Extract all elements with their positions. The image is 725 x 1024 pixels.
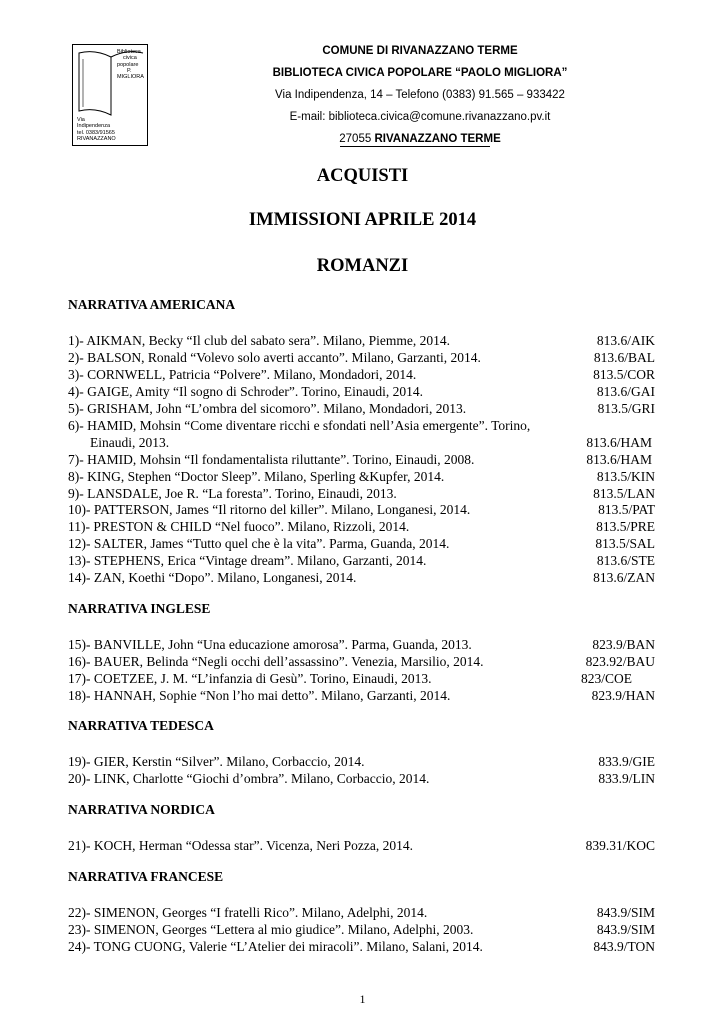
call-number: 813.6/AIK [596, 333, 655, 348]
section-narrativa-francese: NARRATIVA FRANCESE [68, 869, 224, 884]
call-number: 833.9/GIE [598, 754, 655, 769]
library-email: E-mail: biblioteca.civica@comune.rivanazzano.pv.it [289, 111, 551, 123]
page-number: 1 [359, 992, 366, 1006]
section-narrativa-inglese: NARRATIVA INGLESE [68, 601, 211, 616]
library-logo [72, 44, 148, 146]
page-subtitle: IMMISSIONI APRILE 2014 [248, 210, 477, 230]
call-number: 813.5/SAL [595, 536, 655, 551]
call-number: 823.9/HAN [591, 688, 655, 703]
letterhead-divider [340, 146, 490, 147]
call-number: 843.9/TON [593, 939, 655, 954]
call-number: 813.5/PRE [596, 519, 655, 534]
logo-text-top: Biblioteca civica popolare P. MIGLIORA [117, 49, 144, 81]
section-narrativa-americana: NARRATIVA AMERICANA [68, 297, 236, 312]
call-number: 813.6/HAM [586, 452, 652, 467]
call-number: 813.6/HAM [586, 435, 652, 450]
letterhead [240, 40, 600, 150]
call-number: 839.31/KOC [585, 838, 655, 853]
section-narrativa-nordica: NARRATIVA NORDICA [68, 802, 215, 817]
section-narrativa-tedesca: NARRATIVA TEDESCA [68, 718, 214, 733]
call-number: 813.6/STE [596, 553, 655, 568]
call-number: 813.6/BAL [593, 350, 655, 365]
call-number: 823/COE [580, 671, 632, 686]
call-number: 813.5/COR [593, 367, 655, 382]
call-number: 823.9/BAN [592, 637, 655, 652]
library-city: 27055 RIVANAZZANO TERME [339, 133, 501, 145]
call-number: 813.5/LAN [593, 486, 655, 501]
call-number: 813.5/GRI [597, 401, 655, 416]
page-title: ACQUISTI [316, 166, 409, 186]
call-number: 813.6/ZAN [593, 570, 655, 585]
call-number: 813.5/PAT [598, 502, 655, 517]
library-address: Via Indipendenza, 14 – Telefono (0383) 91.565 – 933422 [275, 89, 565, 101]
call-number: 813.6/GAI [596, 384, 655, 399]
call-number: 813.5/KIN [596, 469, 655, 484]
call-number: 833.9/LIN [598, 771, 655, 786]
genre-title: ROMANZI [316, 256, 409, 276]
municipality-name: COMUNE DI RIVANAZZANO TERME [322, 45, 518, 57]
call-number: 843.9/SIM [596, 922, 655, 937]
call-number: 823.92/BAU [585, 654, 655, 669]
library-name: BIBLIOTECA CIVICA POPOLARE “PAOLO MIGLIORA” [272, 67, 568, 79]
logo-text-bottom: Via Indipendenza tel. 0383/91565 RIVANAZZANO [77, 117, 116, 142]
call-number: 843.9/SIM [596, 905, 655, 920]
